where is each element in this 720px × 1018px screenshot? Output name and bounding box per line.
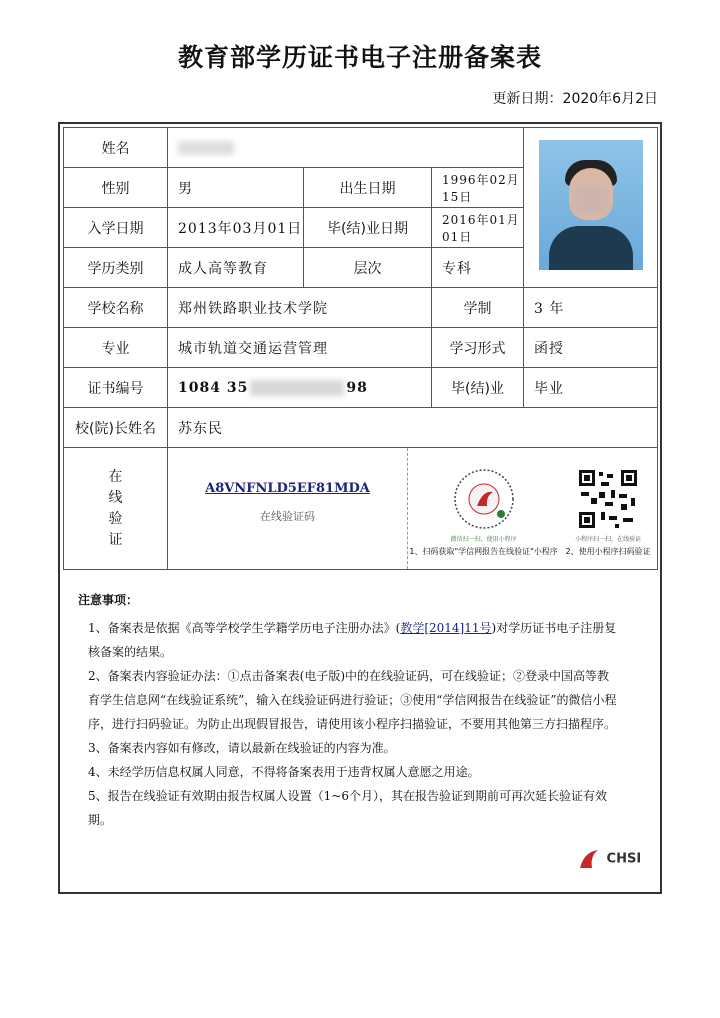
- label-major: 专业: [64, 328, 168, 368]
- label-birth: 出生日期: [304, 168, 432, 208]
- label-edu-type: 学历类别: [64, 248, 168, 288]
- photo-cell: [524, 128, 658, 288]
- value-school: 郑州铁路职业技术学院: [168, 288, 432, 328]
- label-level: 层次: [304, 248, 432, 288]
- value-name: [168, 128, 524, 168]
- label-online-verify: 在 线 验 证: [64, 448, 168, 570]
- value-cert-no: 1084 35 98: [168, 368, 432, 408]
- note-item: 4、未经学历信息权属人同意，不得将备案表用于违背权属人意愿之用途。: [88, 765, 480, 779]
- note-item: 3、备案表内容如有修改，请以最新在线验证的内容为准。: [88, 741, 396, 755]
- qr-miniprogram-block: 微信扫一扫，使用小程序 1、扫码获取"学信网报告在线验证"小程序: [408, 468, 559, 557]
- redacted-name: [178, 141, 234, 155]
- verify-code-cell: [168, 448, 408, 570]
- page-title: 教育部学历证书电子注册备案表: [177, 43, 542, 72]
- value-enroll: 2013年03月01日: [168, 208, 304, 248]
- value-level: 专科: [432, 248, 524, 288]
- value-president: 苏东民: [168, 408, 658, 448]
- qr1-caption: 1、扫码获取"学信网报告在线验证"小程序: [409, 547, 558, 556]
- value-duration: 3 年: [524, 288, 658, 328]
- student-photo: [539, 140, 643, 270]
- qr2-caption: 2、使用小程序扫码验证: [565, 547, 651, 556]
- label-study-form: 学习形式: [432, 328, 524, 368]
- chsi-bird-icon: [578, 848, 602, 870]
- label-president: 校(院)长姓名: [64, 408, 168, 448]
- value-birth: 1996年02月15日: [432, 168, 524, 208]
- value-graduate: 2016年01月01日: [432, 208, 524, 248]
- note-item: 2、备案表内容验证办法：①点击备案表(电子版)中的在线验证码，可在线验证；②登录中国高等教育学生信息网“在线验证系统”，输入在线验证码进行验证；③使用“学信网报告在线验证”的微信小程序，进行扫码验证。为防止出现假冒报告，请使用该小程序扫描验证，不要用其他第三方扫描程序。: [88, 669, 617, 731]
- notes-heading: 注意事项：: [78, 593, 139, 607]
- qr-verify-block: 小程序扫一扫，在线验证 2、使用小程序扫码验证: [559, 468, 657, 557]
- label-cert-no: 证书编号: [64, 368, 168, 408]
- value-edu-type: 成人高等教育: [168, 248, 304, 288]
- value-grad-status: 毕业: [524, 368, 658, 408]
- value-major: 城市轨道交通运营管理: [168, 328, 432, 368]
- label-grad-status: 毕(结)业: [432, 368, 524, 408]
- redacted-cert: [250, 380, 344, 396]
- label-gender: 性别: [64, 168, 168, 208]
- verify-qr-icon[interactable]: [577, 468, 639, 530]
- label-school: 学校名称: [64, 288, 168, 328]
- note-item: 5、报告在线验证有效期由报告权属人设置（1~6个月），其在报告验证到期前可再次延长验证有效期。: [88, 789, 607, 827]
- record-table: [63, 127, 658, 570]
- update-date: 更新日期：2020年6月2日: [492, 91, 658, 107]
- miniprogram-qr-icon[interactable]: [453, 468, 515, 530]
- verify-code-link[interactable]: A8VNFNLD5EF81MDA: [205, 481, 370, 496]
- label-graduate: 毕(结)业日期: [304, 208, 432, 248]
- value-gender: 男: [168, 168, 304, 208]
- regulation-link[interactable]: 教学[2014]11号: [400, 621, 492, 635]
- value-study-form: 函授: [524, 328, 658, 368]
- note-item: 1、备案表是依据《高等学校学生学籍学历电子注册办法》(教学[2014]11号)对学历证书电子注册复核备案的结果。: [88, 621, 617, 659]
- label-name: 姓名: [64, 128, 168, 168]
- notes-section: [78, 588, 618, 832]
- label-enroll: 入学日期: [64, 208, 168, 248]
- verify-code-label: 在线验证码: [260, 510, 315, 523]
- qr-cell: [408, 448, 658, 570]
- label-duration: 学制: [432, 288, 524, 328]
- chsi-logo: CHSI: [578, 848, 641, 870]
